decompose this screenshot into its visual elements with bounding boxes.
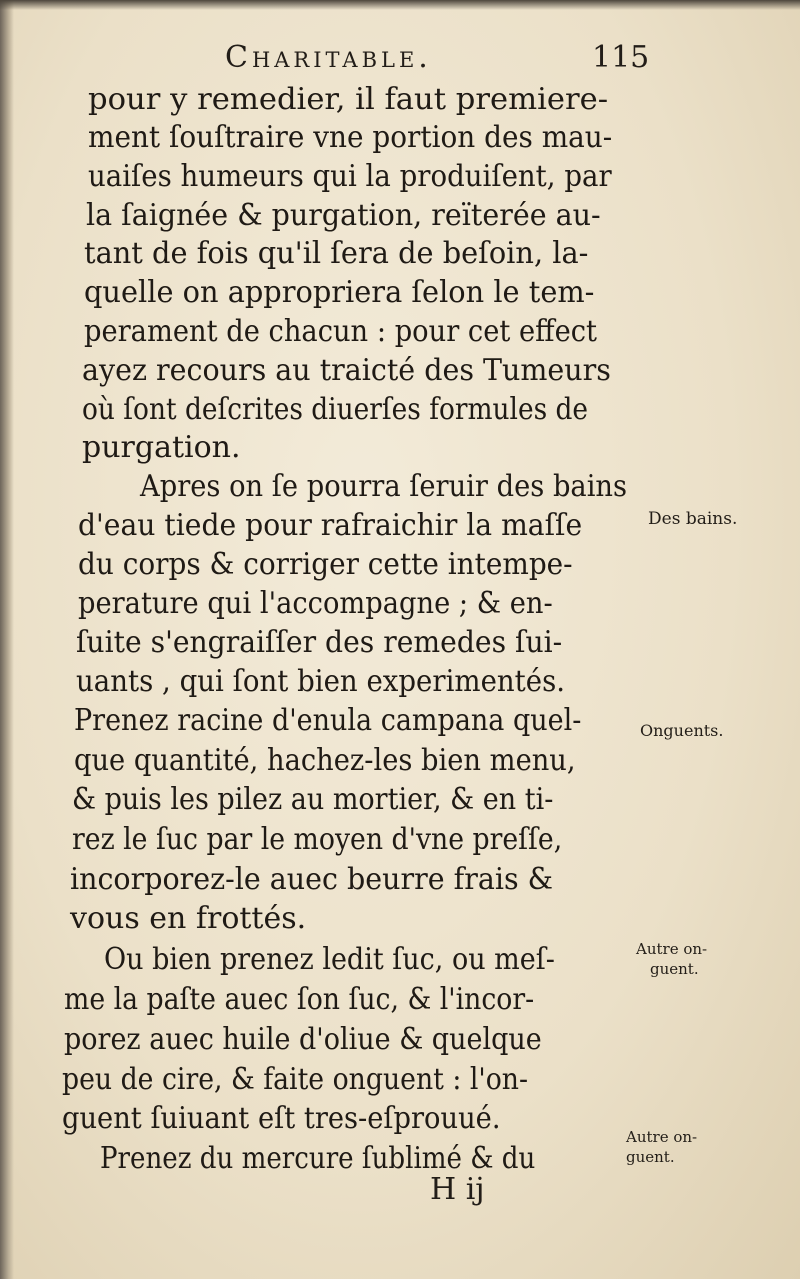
text-line: rez le ſuc par le moyen d'vne preſſe, [72,822,563,857]
text-line: où ſont deſcrites diuerſes formules de [82,392,589,427]
text-line: vous en frottés. [70,901,307,936]
margin-note-autre-onguent-1: Autre on- [636,940,708,958]
page-top-shadow [0,0,800,10]
text-line: Prenez du mercure ſublimé & du [100,1141,536,1176]
running-title: Charitable. [225,40,432,75]
text-line: perament de chacun : pour cet effect [84,314,597,349]
page-number: 115 [592,40,650,75]
margin-note-autre-onguent-2: Autre on- [626,1128,698,1146]
text-line: uants , qui ſont bien experimentés. [76,664,566,699]
margin-note-bains: Des bains. [648,509,738,529]
text-line: pour y remedier, il faut premiere- [88,82,609,117]
text-line: guent ſuiuant eſt tres-eſprouué. [62,1101,501,1136]
text-line: que quantité, hachez-les bien menu, [74,743,576,778]
text-line: purgation. [82,430,241,465]
text-line: me la paſte auec ſon ſuc, & l'incor- [64,982,535,1017]
text-line: ſuite s'engraiſſer des remedes ſui- [76,625,563,660]
text-line: peu de cire, & faite onguent : l'on- [62,1062,529,1097]
text-line: ayez recours au traicté des Tumeurs [82,353,611,388]
page-gutter-shadow [0,0,14,1279]
text-line: ment ſouſtraire vne portion des mau- [88,120,613,155]
text-line: & puis les pilez au mortier, & en ti- [72,782,554,817]
text-line: quelle on appropriera ſelon le tem- [84,275,595,310]
signature-mark: H ij [430,1172,485,1207]
margin-note-onguents: Onguents. [640,721,724,740]
text-line: Ou bien prenez ledit ſuc, ou meſ- [104,942,555,977]
text-line: perature qui l'accompagne ; & en- [78,586,553,621]
text-line: du corps & corriger cette intempe- [78,547,573,582]
margin-note-autre-onguent-1-cont: guent. [650,960,699,978]
text-line: la ſaignée & purgation, reïterée au- [86,198,601,233]
text-line: Apres on ſe pourra ſeruir des bains [140,469,628,504]
text-line: uaiſes humeurs qui la produiſent, par [88,159,612,194]
text-line: tant de fois qu'il ſera de beſoin, la- [84,236,589,271]
text-line: incorporez-le auec beurre frais & [70,862,554,897]
text-line: Prenez racine d'enula campana quel- [74,703,582,738]
margin-note-autre-onguent-2-cont: guent. [626,1148,675,1166]
text-line: d'eau tiede pour rafraichir la maſſe [78,508,583,543]
text-line: porez auec huile d'oliue & quelque [64,1022,542,1057]
